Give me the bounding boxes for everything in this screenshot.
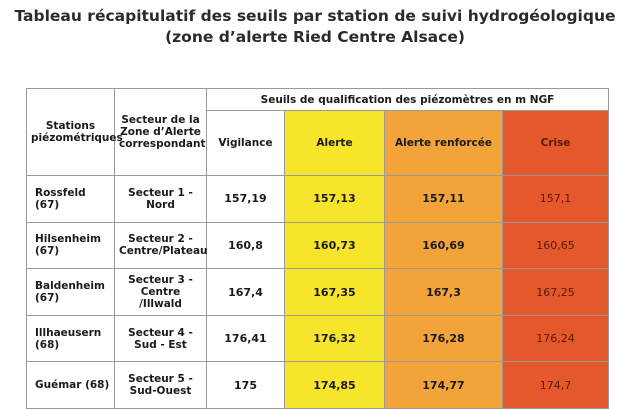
header-alerte: Alerte [285,111,385,176]
title-line-1: Tableau récapitulatif des seuils par station de suivi hydrogéologique [14,7,616,25]
thresholds-table [26,88,609,409]
station-cell: Rossfeld (67) [27,176,115,223]
renforcee-cell: 160,69 [385,222,503,269]
sector-cell: Secteur 3 - Centre /Illwald [115,269,207,316]
header-crise: Crise [503,111,609,176]
alerte-cell: 157,13 [285,176,385,223]
header-alerte-renforcee: Alerte renforcée [385,111,503,176]
crise-cell: 157,1 [503,176,609,223]
table-group-header-row [27,89,609,111]
header-vigilance: Vigilance [207,111,285,176]
table-row [27,222,609,269]
station-cell: Illhaeusern (68) [27,315,115,362]
renforcee-cell: 176,28 [385,315,503,362]
sector-cell: Secteur 1 - Nord [115,176,207,223]
crise-cell: 167,25 [503,269,609,316]
alerte-cell: 167,35 [285,269,385,316]
vigilance-cell: 175 [207,362,285,409]
station-cell: Baldenheim (67) [27,269,115,316]
table-row [27,315,609,362]
crise-cell: 176,24 [503,315,609,362]
station-cell: Guémar (68) [27,362,115,409]
renforcee-cell: 167,3 [385,269,503,316]
alerte-cell: 174,85 [285,362,385,409]
vigilance-cell: 176,41 [207,315,285,362]
sector-cell: Secteur 2 - Centre/Plateau [115,222,207,269]
renforcee-cell: 174,77 [385,362,503,409]
vigilance-cell: 157,19 [207,176,285,223]
table-row [27,362,609,409]
sector-cell: Secteur 4 - Sud - Est [115,315,207,362]
document-title [0,6,630,48]
header-group-thresholds: Seuils de qualification des piézomètres en m NGF [207,89,609,111]
crise-cell: 174,7 [503,362,609,409]
table-row [27,176,609,223]
vigilance-cell: 167,4 [207,269,285,316]
vigilance-cell: 160,8 [207,222,285,269]
header-sector: Secteur de la Zone d’Alerte correspondant [115,89,207,176]
sector-cell: Secteur 5 - Sud-Ouest [115,362,207,409]
renforcee-cell: 157,11 [385,176,503,223]
crise-cell: 160,65 [503,222,609,269]
title-line-2: (zone d’alerte Ried Centre Alsace) [165,28,465,46]
station-cell: Hilsenheim (67) [27,222,115,269]
header-station: Stations piézométriques [27,89,115,176]
alerte-cell: 176,32 [285,315,385,362]
alerte-cell: 160,73 [285,222,385,269]
table-row [27,269,609,316]
